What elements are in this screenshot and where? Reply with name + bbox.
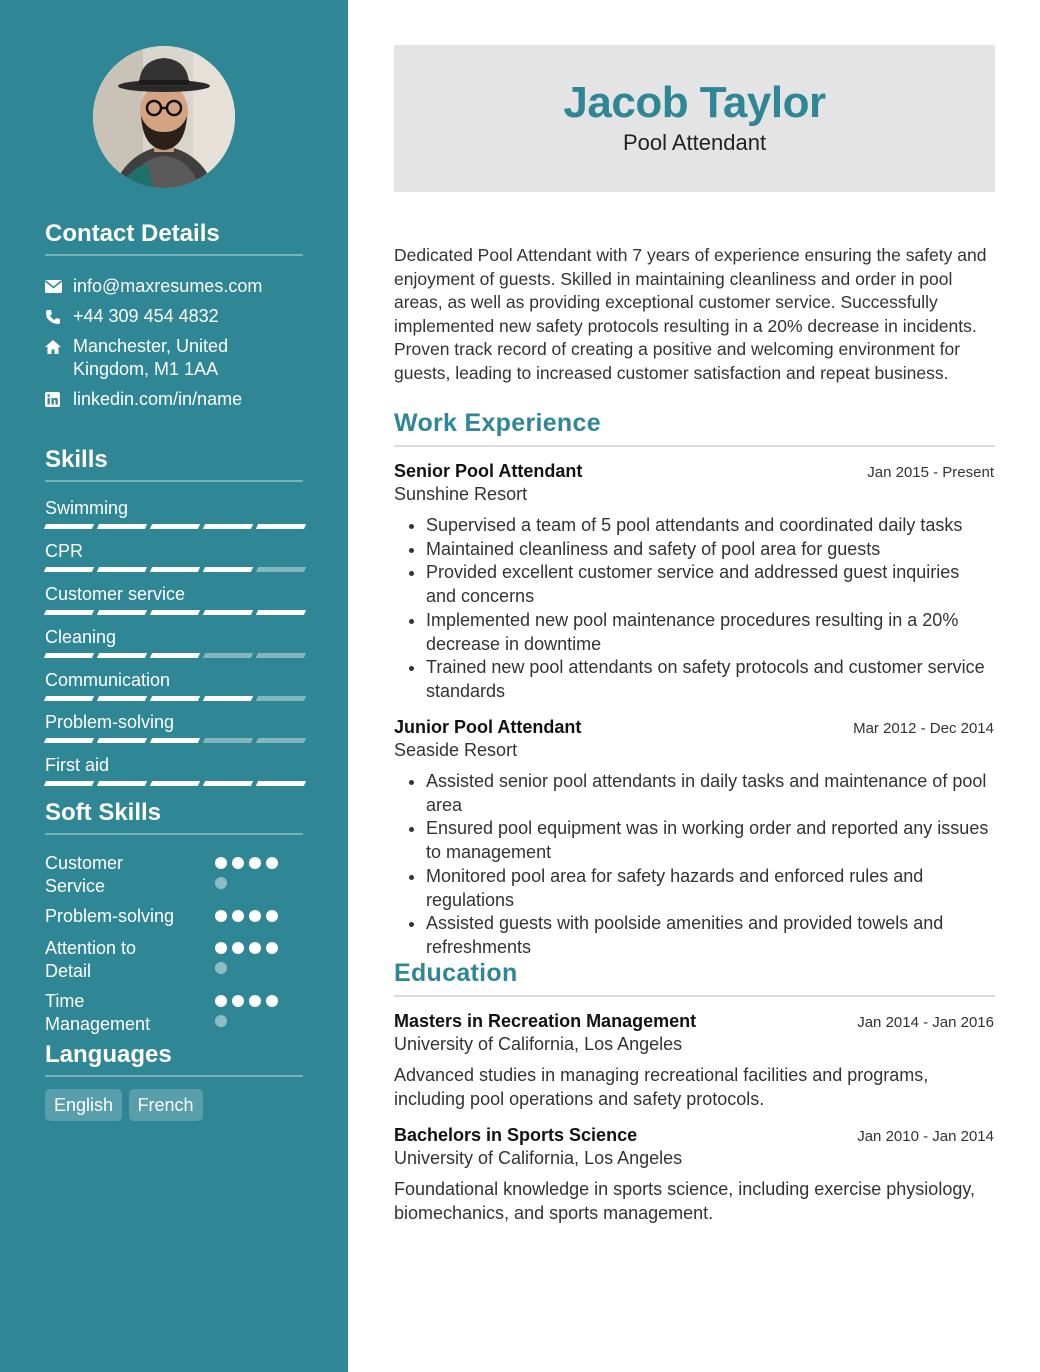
skills-title: Skills bbox=[45, 446, 303, 482]
soft-skill-level-dots bbox=[215, 857, 295, 889]
contact-email[interactable] bbox=[45, 275, 262, 298]
job-bullet: • Provided excellent customer service and addressed guest inquiries and concerns bbox=[426, 561, 994, 608]
job-bullet: • Ensured pool equipment was in working order and reported any issues to management bbox=[426, 817, 994, 864]
job-bullet: • Maintained cleanliness and safety of pool area for guests bbox=[426, 538, 994, 562]
soft-skill-name: Attention to Detail bbox=[45, 938, 137, 981]
school-name: University of California, Los Angeles bbox=[394, 1034, 683, 1054]
skill-bar-empty bbox=[256, 653, 306, 658]
skill-bar-filled bbox=[97, 781, 147, 786]
job-bullets bbox=[394, 514, 994, 704]
skill-bar-filled bbox=[97, 738, 147, 743]
job-company: Sunshine Resort bbox=[394, 484, 528, 504]
level-dot-filled bbox=[249, 942, 261, 954]
email-text[interactable]: info@maxresumes.com bbox=[73, 276, 263, 296]
level-dot-filled bbox=[215, 995, 227, 1007]
skill-name: Problem-solving bbox=[45, 712, 175, 732]
degree-title: Masters in Recreation Management bbox=[394, 1011, 697, 1031]
level-dot-filled bbox=[249, 910, 261, 922]
level-dot-filled bbox=[266, 910, 278, 922]
soft-skill-name: Problem-solving bbox=[45, 906, 175, 926]
contact-section bbox=[45, 220, 303, 409]
skill-level-bars bbox=[45, 610, 305, 615]
level-dot-filled bbox=[249, 857, 261, 869]
skill-bar-filled bbox=[203, 610, 253, 615]
degree-title: Bachelors in Sports Science bbox=[394, 1125, 638, 1145]
summary: Dedicated Pool Attendant with 7 years of experience ensuring the safety and enjoyment of guests. Skilled in maintaining cleanliness and order in pool areas, as well as providing exceptional customer service. Successfully implemented new safety protocols resulting in a 20% decrease in incidents. Proven track record of creating a positive and welcoming environment for guests, leading to increased customer satisfaction and repeat business. bbox=[394, 245, 987, 383]
avatar bbox=[93, 46, 235, 188]
skill-bar-empty bbox=[256, 567, 306, 572]
contact-phone[interactable] bbox=[45, 305, 219, 328]
job-bullet: • Trained new pool attendants on safety protocols and customer service standards bbox=[426, 656, 994, 703]
contact-address bbox=[45, 335, 228, 381]
header bbox=[394, 45, 995, 192]
skill-bar-filled bbox=[44, 653, 94, 658]
job-title: Junior Pool Attendant bbox=[394, 717, 582, 737]
job-entry bbox=[394, 460, 994, 704]
job-company: Seaside Resort bbox=[394, 740, 518, 760]
skill-bar-empty bbox=[203, 738, 253, 743]
contact-linkedin[interactable] bbox=[45, 388, 242, 411]
soft-skill-name: Time Management bbox=[45, 991, 151, 1034]
skill-level-bars bbox=[45, 696, 305, 701]
envelope-icon bbox=[45, 275, 73, 298]
education-entry bbox=[394, 1124, 994, 1225]
skill-bar-filled bbox=[97, 567, 147, 572]
skill-level-bars bbox=[45, 781, 305, 786]
skill-bar-filled bbox=[97, 696, 147, 701]
skill-bar-filled bbox=[97, 524, 147, 529]
skill-bar-empty bbox=[256, 696, 306, 701]
level-dot-empty bbox=[215, 877, 227, 889]
skill-bar-filled bbox=[256, 781, 306, 786]
candidate-name: Jacob Taylor bbox=[563, 78, 826, 127]
skill-bar-filled bbox=[256, 524, 306, 529]
level-dot-filled bbox=[266, 942, 278, 954]
soft-skill-level-dots bbox=[215, 910, 295, 922]
job-bullet: • Implemented new pool maintenance procedures resulting in a 20% decrease in downtime bbox=[426, 609, 994, 656]
level-dot-filled bbox=[232, 910, 244, 922]
skill-bar-filled bbox=[203, 696, 253, 701]
skill-bar-filled bbox=[203, 567, 253, 572]
level-dot-empty bbox=[215, 1015, 227, 1027]
level-dot-empty bbox=[215, 962, 227, 974]
level-dot-filled bbox=[215, 942, 227, 954]
address-line-2: Kingdom, M1 1AA bbox=[73, 359, 219, 379]
skill-bar-filled bbox=[150, 567, 200, 572]
school-name: University of California, Los Angeles bbox=[394, 1148, 683, 1168]
candidate-role: Pool Attendant bbox=[622, 130, 767, 155]
skill-bar-filled bbox=[44, 781, 94, 786]
job-entry bbox=[394, 716, 994, 960]
level-dot-filled bbox=[266, 857, 278, 869]
job-dates: Mar 2012 - Dec 2014 bbox=[853, 720, 994, 737]
skill-bar-filled bbox=[150, 524, 200, 529]
skill-bar-filled bbox=[97, 610, 147, 615]
skill-bar-filled bbox=[97, 653, 147, 658]
languages-title: Languages bbox=[45, 1041, 303, 1077]
skill-bar-filled bbox=[44, 567, 94, 572]
job-title: Senior Pool Attendant bbox=[394, 461, 583, 481]
skill-bar-filled bbox=[150, 653, 200, 658]
education-description: Foundational knowledge in sports science, including exercise physiology, biomechanics, and sports management. bbox=[394, 1179, 976, 1223]
skills-section bbox=[45, 446, 303, 775]
linkedin-icon bbox=[45, 388, 73, 411]
language-pill: English bbox=[45, 1089, 122, 1121]
job-bullet: • Supervised a team of 5 pool attendants and coordinated daily tasks bbox=[426, 514, 994, 538]
phone-text[interactable]: +44 309 454 4832 bbox=[73, 306, 219, 326]
sidebar bbox=[0, 0, 348, 1372]
level-dot-filled bbox=[215, 910, 227, 922]
soft-skills-title: Soft Skills bbox=[45, 799, 303, 835]
skill-name: Cleaning bbox=[45, 627, 117, 647]
education-description: Advanced studies in managing recreational facilities and programs, including pool operations and safety protocols. bbox=[394, 1065, 929, 1109]
contact-title: Contact Details bbox=[45, 220, 303, 256]
skill-bar-filled bbox=[44, 524, 94, 529]
skill-name: Swimming bbox=[45, 498, 129, 518]
level-dot-filled bbox=[232, 942, 244, 954]
level-dot-filled bbox=[232, 857, 244, 869]
skill-level-bars bbox=[45, 567, 305, 572]
skill-level-bars bbox=[45, 738, 305, 743]
skill-bar-empty bbox=[203, 653, 253, 658]
languages-section bbox=[45, 1041, 303, 1121]
skill-name: Customer service bbox=[45, 584, 186, 604]
job-bullet: • Assisted guests with poolside amenities and provided towels and refreshments bbox=[426, 912, 994, 959]
skill-bar-filled bbox=[44, 610, 94, 615]
education-title: Education bbox=[394, 958, 995, 997]
home-icon bbox=[45, 335, 73, 358]
level-dot-filled bbox=[266, 995, 278, 1007]
level-dot-filled bbox=[249, 995, 261, 1007]
skill-bar-filled bbox=[150, 696, 200, 701]
education-dates: Jan 2010 - Jan 2014 bbox=[857, 1128, 994, 1145]
work-experience-title: Work Experience bbox=[394, 408, 995, 447]
level-dot-filled bbox=[215, 857, 227, 869]
skill-bar-filled bbox=[256, 610, 306, 615]
soft-skill-level-dots bbox=[215, 995, 295, 1027]
job-bullet: • Monitored pool area for safety hazards and enforced rules and regulations bbox=[426, 865, 994, 912]
skill-bar-filled bbox=[203, 781, 253, 786]
skill-name: Communication bbox=[45, 670, 171, 690]
skill-name: CPR bbox=[45, 541, 84, 561]
skill-bar-filled bbox=[150, 738, 200, 743]
skill-level-bars bbox=[45, 653, 305, 658]
linkedin-text[interactable]: linkedin.com/in/name bbox=[73, 389, 243, 409]
language-pill: French bbox=[129, 1089, 203, 1121]
soft-skill-level-dots bbox=[215, 942, 295, 974]
job-bullet: • Assisted senior pool attendants in daily tasks and maintenance of pool area bbox=[426, 770, 994, 817]
skill-name: First aid bbox=[45, 755, 110, 775]
skill-level-bars bbox=[45, 524, 305, 529]
soft-skills-section bbox=[45, 799, 303, 1034]
job-dates: Jan 2015 - Present bbox=[867, 464, 994, 481]
skill-bar-filled bbox=[44, 738, 94, 743]
profile-photo bbox=[93, 46, 235, 188]
skill-bar-filled bbox=[150, 781, 200, 786]
skill-bar-filled bbox=[44, 696, 94, 701]
skill-bar-filled bbox=[150, 610, 200, 615]
soft-skill-name: Customer Service bbox=[45, 853, 124, 896]
level-dot-filled bbox=[232, 995, 244, 1007]
education-dates: Jan 2014 - Jan 2016 bbox=[857, 1014, 994, 1031]
address-line-1: Manchester, United bbox=[73, 336, 229, 356]
job-bullets bbox=[394, 770, 994, 960]
education-entry bbox=[394, 1010, 994, 1111]
skill-bar-filled bbox=[203, 524, 253, 529]
skill-bar-empty bbox=[256, 738, 306, 743]
phone-icon bbox=[45, 305, 73, 328]
